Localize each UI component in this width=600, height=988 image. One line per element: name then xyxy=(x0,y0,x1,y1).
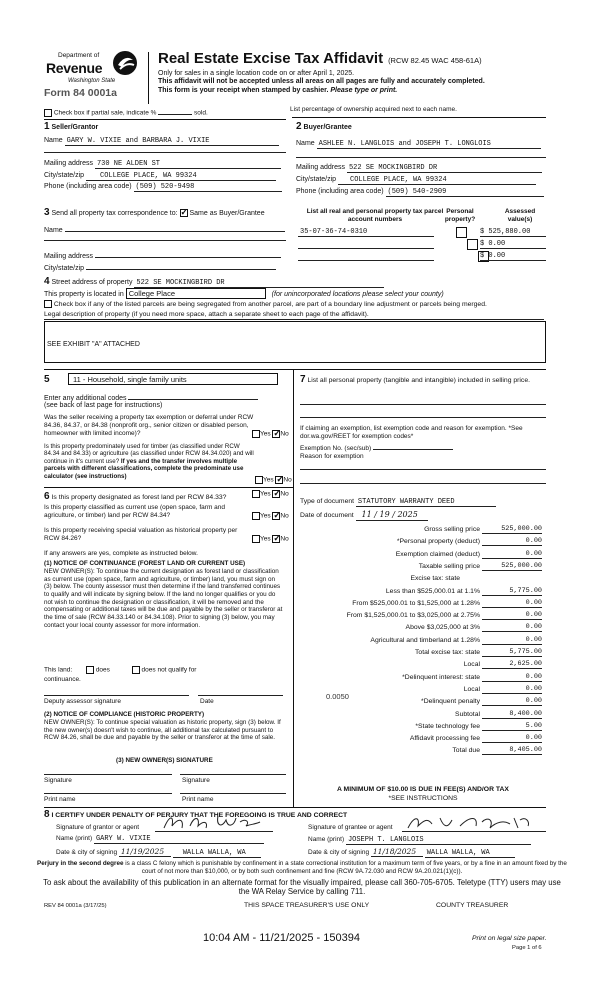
new-owner-signature-head: (3) NEW OWNER(S) SIGNATURE xyxy=(116,757,213,764)
grantee-name-field[interactable]: JOSEPH T. LANGLOIS xyxy=(346,836,531,845)
additional-codes-label: Enter any additional codes xyxy=(44,395,127,402)
deputy-signature-line[interactable] xyxy=(44,695,189,696)
parcel-number-field[interactable]: 35-07-36-74-0310 xyxy=(298,228,434,237)
tax-row-value[interactable]: 5,775.00 xyxy=(509,586,542,595)
grantor-city-field[interactable]: WALLA WALLA, WA xyxy=(173,849,261,858)
q-forest-no[interactable] xyxy=(272,490,280,498)
doc-date-field[interactable]: 11 / 19 / 2025 xyxy=(356,510,428,521)
tax-row xyxy=(298,550,570,562)
q-timber xyxy=(44,443,254,480)
no-label: No xyxy=(280,535,289,543)
seller-city-row xyxy=(44,172,286,181)
buyer-mailing-field[interactable]: 522 SE MOCKINGBIRD DR xyxy=(347,164,542,173)
tax-row-value[interactable]: 0.00 xyxy=(525,623,542,632)
legal-description-text: SEE EXHIBIT "A" ATTACHED xyxy=(47,341,140,348)
same-as-buyer-checkbox[interactable] xyxy=(180,209,188,217)
tax-row xyxy=(298,660,570,672)
section3-city-field[interactable] xyxy=(86,263,276,270)
owner2-print-line[interactable] xyxy=(180,793,286,794)
perjury-bold: Perjury in the second degree xyxy=(37,860,124,867)
tax-row-label: Exemption claimed (deduct) xyxy=(395,550,480,558)
q-forest-answer xyxy=(252,490,289,499)
section-number: 6 xyxy=(44,491,50,502)
street-address-field[interactable]: 522 SE MOCKINGBIRD DR xyxy=(134,279,384,288)
tax-row xyxy=(298,722,570,734)
no-label: No xyxy=(280,490,289,498)
q-timber-answer xyxy=(255,476,292,485)
q-exemption-no[interactable] xyxy=(272,430,280,438)
does-label: does xyxy=(95,666,110,674)
form-number: Form 84 0001a xyxy=(44,87,117,99)
ownership-note: List percentage of ownership acquired next to each name. xyxy=(290,106,457,113)
tax-row-label: From $525,000.01 to $1,525,000 at 1.28% xyxy=(352,599,480,607)
q-historic-yes[interactable] xyxy=(252,535,260,543)
tax-row-label: Affidavit processing fee xyxy=(409,735,480,743)
owner1-signature-label: Signature xyxy=(44,777,72,784)
partial-sale-checkbox[interactable] xyxy=(44,109,52,117)
state-name: Washington State xyxy=(68,78,116,84)
personal-property-checkbox[interactable] xyxy=(467,239,478,250)
exemption-no-label: Exemption No. (sec/sub) xyxy=(300,445,372,452)
notice-compliance-head: (2) NOTICE OF COMPLIANCE (HISTORIC PROPERTY) xyxy=(44,711,205,718)
tax-row-value[interactable]: 0.00 xyxy=(525,697,542,706)
tax-row-value[interactable]: 5.00 xyxy=(525,721,542,730)
reason-label: Reason for exemption xyxy=(300,453,364,460)
q-historic: Is this property receiving special valuation as historical property per RCW 84.26? xyxy=(44,527,238,542)
deputy-date-line[interactable] xyxy=(198,695,283,696)
tax-row xyxy=(298,587,570,599)
tax-row xyxy=(298,525,570,537)
land-does-not-checkbox[interactable] xyxy=(132,666,140,674)
doc-type-field[interactable]: STATUTORY WARRANTY DEED xyxy=(356,498,496,507)
seller-phone-field[interactable]: (509) 520-9498 xyxy=(134,183,282,192)
exemption-no-field[interactable] xyxy=(373,444,453,450)
q-forest-text: Is this property designated as forest land per RCW 84.33? xyxy=(51,494,227,501)
buyer-city-row xyxy=(296,176,546,185)
section-number: 4 xyxy=(44,276,50,287)
header-line-1: Only for sales in a single location code on or after April 1, 2025. xyxy=(158,70,355,77)
continuance-label: continuance. xyxy=(44,676,81,683)
tax-row xyxy=(298,537,570,549)
header-line-3-italic: Please type or print. xyxy=(330,86,398,94)
dept-name: Revenue xyxy=(46,60,103,76)
assessed-value-field[interactable]: $ 0.00 xyxy=(480,240,546,249)
q-historic-no[interactable] xyxy=(272,535,280,543)
personal-property-line-1[interactable] xyxy=(300,404,546,405)
section-number: 8 xyxy=(44,809,50,820)
section-number: 1 xyxy=(44,121,50,132)
tax-row-label: Total due xyxy=(452,747,480,755)
tax-row-label: Agricultural and timberland at 1.28% xyxy=(370,636,480,644)
tax-row-label: *State technology fee xyxy=(415,722,480,730)
section-number: 3 xyxy=(44,207,50,218)
tax-row-value[interactable]: 2,625.00 xyxy=(509,660,542,669)
q-exemption-answer xyxy=(252,430,289,439)
owner2-print-label: Print name xyxy=(182,796,214,803)
this-land-row xyxy=(44,666,196,675)
seller-heading xyxy=(44,121,98,133)
seller-mailing-label: Mailing address xyxy=(44,160,94,167)
tax-row xyxy=(298,623,570,635)
grantor-signature-image xyxy=(160,812,270,837)
seller-city-label: City/state/zip xyxy=(44,172,85,179)
buyer-mailing-label: Mailing address xyxy=(296,164,346,171)
personal-property-line-2[interactable] xyxy=(300,417,546,418)
exemption-text: If claiming an exemption, list exemption code and reason for exemption. *See dor.wa.gov/REET for exemption codes* xyxy=(300,425,523,440)
doc-date-row xyxy=(300,510,428,521)
rule xyxy=(44,119,286,120)
grantor-date-field[interactable]: 11/19/2025 xyxy=(119,847,171,857)
tax-row-value[interactable]: 8,405.00 xyxy=(509,746,542,755)
deputy-signature-label: Deputy assessor signature xyxy=(44,698,121,705)
tax-row xyxy=(298,673,570,685)
seller-name-field[interactable]: GARY W. VIXIE and BARBARA J. VIXIE xyxy=(65,137,279,146)
revision-number: REV 84 0001a (3/17/25) xyxy=(44,903,107,909)
tax-row-value[interactable]: 525,000.00 xyxy=(501,525,542,533)
seller-phone-label: Phone (including area code) xyxy=(44,183,132,190)
owner1-print-line[interactable] xyxy=(44,793,172,794)
partial-sale-label: Check box if partial sale, indicate % xyxy=(53,109,157,117)
this-land-label: This land: xyxy=(44,666,73,674)
tax-row-label: Local xyxy=(463,661,480,669)
section4-street-row xyxy=(44,276,384,288)
section3-name-row xyxy=(44,225,286,235)
seller-mailing-row xyxy=(44,160,286,169)
seller-name-label: Name xyxy=(44,137,63,144)
seller-heading-label: Seller/Grantor xyxy=(51,124,99,131)
section-number: 2 xyxy=(296,121,302,132)
land-does-checkbox[interactable] xyxy=(86,666,94,674)
section3-city-label: City/state/zip xyxy=(44,265,85,272)
tax-row-value[interactable]: 0.00 xyxy=(525,598,542,607)
yes-label: Yes xyxy=(260,430,271,438)
tax-row xyxy=(298,710,570,722)
q-current-use-yes[interactable] xyxy=(252,512,260,520)
tax-row xyxy=(298,574,570,586)
seller-name-row xyxy=(44,137,286,146)
tax-row-label: Taxable selling price xyxy=(418,562,480,570)
see-instructions: *SEE INSTRUCTIONS xyxy=(388,795,458,802)
owner2-signature-label: Signature xyxy=(182,777,210,784)
buyer-phone-field[interactable]: (509) 540-2909 xyxy=(386,188,544,197)
buyer-phone-label: Phone (including area code) xyxy=(296,188,384,195)
seller-phone-row xyxy=(44,183,286,192)
exemption-no-row xyxy=(300,444,453,453)
tax-row xyxy=(298,636,570,648)
yes-label: Yes xyxy=(260,512,271,520)
accessibility-note: To ask about the availability of this publication in an alternate format for the visually impaired, please call 360-705-6705. Teletype (TTY) users may use the WA Relay Service by calling 711. xyxy=(43,878,561,896)
grantor-name-label: Name (print) xyxy=(56,835,93,842)
q-current-use-answer xyxy=(252,512,289,521)
tax-row-label: From $1,525,000.01 to $3,025,000 at 2.75% xyxy=(346,612,480,620)
tax-row xyxy=(298,599,570,611)
tax-row-value[interactable]: 0.00 xyxy=(525,537,542,546)
assessed-value-field[interactable]: $ 0.00 xyxy=(480,252,546,261)
column-divider xyxy=(293,370,294,807)
segregated-label: Check box if any of the listed parcels are being segregated from another parcel, are part of a boundary line adjustment or parcels being merged. xyxy=(53,300,487,308)
q-current-use: Is this property classified as current use (open space, farm and agriculture, or timber) land per RCW 84.34? xyxy=(44,504,226,519)
dept-line: Department of xyxy=(58,52,100,59)
q-timber-bold: If yes and the transfer involves multiple parcels with different classifications, complete the predominate use calculator (see instructions) xyxy=(44,457,244,480)
owner1-print-label: Print name xyxy=(44,796,76,803)
q-historic-answer xyxy=(252,535,289,544)
q-forest-yes[interactable] xyxy=(252,490,260,498)
rule xyxy=(44,369,546,370)
q-current-use-no[interactable] xyxy=(272,512,280,520)
tax-row-label: Local xyxy=(463,685,480,693)
cashier-stamp: 10:04 AM - 11/21/2025 - 150394 xyxy=(203,932,360,944)
buyer-heading-label: Buyer/Grantee xyxy=(303,124,352,131)
notice-continuance-text: NEW OWNER(S): To continue the current designation as forest land or classification as current use (open space, farm and agriculture, or timber) land, you must sign on (3) below. The county assessor must then determine if the land transferred continues to qualify and will indicate by signing below. If the land no longer qualifies or you do not wish to continue the designation or classification, it will be removed and the compensating or additional taxes will be due and payable by the seller or transferor at the time of sale (RCW 84.33.140 or 84.34.108). Prior to signing (3) below, you may contact your local county assessor for more information. xyxy=(44,568,283,629)
buyer-name-line-2[interactable] xyxy=(296,157,546,158)
q-timber-yes[interactable] xyxy=(255,476,263,484)
legal-paper-note: Print on legal size paper. xyxy=(472,935,547,942)
if-yes-note: If any answers are yes, complete as instructed below. xyxy=(44,550,198,557)
q-exemption: Was the seller receiving a property tax exemption or deferral under RCW 84.36, 84.37, or 84.38 (nonprofit org., senior citizen or disabled person, homeowner with limited income)? xyxy=(44,414,254,437)
perjury-text: is a class C felony which is punishable by confinement in a state correctional institution for a maximum term of five years, or by a fine in an amount fixed by the court of not more than $10,000, or by both such confinement and fine (RCW 9A.72.030 and RCW 9A.20.021(1)(c)). xyxy=(125,860,567,875)
seller-city-field[interactable]: COLLEGE PLACE, WA 99324 xyxy=(86,172,276,181)
seller-mailing-field[interactable]: 730 NE ALDEN ST xyxy=(95,160,281,169)
tax-row-label: *Delinquent penalty xyxy=(421,698,480,706)
doc-type-label: Type of document xyxy=(300,498,355,505)
grantee-date-label: Date & city of signing xyxy=(308,849,370,856)
tax-row-label: *Personal property (deduct) xyxy=(396,538,480,546)
tax-row-value[interactable]: 0.00 xyxy=(525,734,542,743)
tax-row-label: Total excise tax: state xyxy=(415,649,480,656)
notice-compliance-text: NEW OWNER(S): To continue special valuation as historic property, sign (3) below. If the new owner(s) doesn't wish to continue, all additional tax calculated pursuant to RCW 84.26, shall be due and payable by the seller or transferor at the time of sale. xyxy=(44,719,281,742)
minimum-note: A MINIMUM OF $10.00 IS DUE IN FEE(S) AND/OR TAX xyxy=(337,786,509,793)
street-label: Street address of property xyxy=(51,279,133,286)
owner1-signature-line[interactable] xyxy=(44,774,172,775)
section7-heading xyxy=(300,374,546,386)
tax-row xyxy=(298,562,570,574)
tax-row-label: Less than $525,000.01 at 1.1% xyxy=(385,587,480,595)
reason-line-2[interactable] xyxy=(300,483,546,484)
grantor-sig-label: Signature of grantor or agent xyxy=(56,824,140,831)
grantee-city-field[interactable]: WALLA WALLA, WA xyxy=(425,849,515,858)
revenue-emblem-icon xyxy=(112,50,138,79)
legal-label: Legal description of property (if you need more space, attach a separate sheet to each page of the affidavit). xyxy=(44,311,544,320)
no-label: No xyxy=(280,512,289,520)
section3-city-row xyxy=(44,263,286,273)
tax-row-value[interactable]: 0.00 xyxy=(525,672,542,681)
section3-heading xyxy=(44,207,265,219)
additional-codes-field[interactable] xyxy=(128,393,258,400)
buyer-city-label: City/state/zip xyxy=(296,176,337,183)
tax-row-value[interactable]: 0.00 xyxy=(525,611,542,620)
grantee-signature-image xyxy=(400,812,540,837)
q-timber-no[interactable] xyxy=(275,476,283,484)
yes-label: Yes xyxy=(260,535,271,543)
use-code-select[interactable]: 11 - Household, single family units xyxy=(68,373,278,385)
county-treasurer-label: COUNTY TREASURER xyxy=(436,902,509,909)
buyer-phone-row xyxy=(296,188,546,197)
tax-row-value[interactable]: 0.00 xyxy=(525,684,542,693)
segregated-checkbox[interactable] xyxy=(44,300,52,308)
yes-label: Yes xyxy=(260,490,271,498)
owner2-signature-line[interactable] xyxy=(180,774,286,775)
assessed-col-header: Assessed value(s) xyxy=(504,208,536,223)
tax-row xyxy=(298,734,570,746)
section3-mailing-label: Mailing address xyxy=(44,253,94,260)
rule xyxy=(44,487,294,488)
buyer-name-row xyxy=(296,140,546,149)
tax-row-value[interactable]: 8,400.00 xyxy=(509,709,542,718)
section-number: 5 xyxy=(44,374,50,385)
tax-row xyxy=(298,746,570,758)
parcel-number-field[interactable] xyxy=(298,240,434,249)
no-label: No xyxy=(283,476,292,484)
buyer-mailing-row xyxy=(296,164,546,173)
grantee-name-row xyxy=(308,836,531,845)
seller-name-line-2[interactable] xyxy=(44,152,286,153)
no-label: No xyxy=(280,430,289,438)
tax-row-label: Above $3,025,000 at 3% xyxy=(405,624,480,632)
page-title: Real Estate Excise Tax Affidavit xyxy=(158,50,384,67)
perjury-notice xyxy=(36,860,568,876)
section3-name-label: Name xyxy=(44,227,63,234)
location-select[interactable]: College Place xyxy=(126,288,266,299)
grantor-name-field[interactable]: GARY W. VIXIE xyxy=(94,835,264,844)
grantee-date-row xyxy=(308,847,515,858)
grantee-sig-label: Signature of grantee or agent xyxy=(308,824,393,831)
header-block xyxy=(158,50,578,95)
doc-type-row xyxy=(300,498,496,507)
tax-row-label: Gross selling price xyxy=(424,526,480,533)
buyer-heading xyxy=(296,121,352,133)
tax-row-value[interactable]: 525,000.00 xyxy=(501,561,542,570)
grantee-date-field[interactable]: 11/18/2025 xyxy=(371,847,423,857)
partial-sale-percent-input[interactable] xyxy=(158,114,192,115)
statute-ref: (RCW 82.45 WAC 458-61A) xyxy=(388,56,482,65)
located-note: (for unincorporated locations please select your county) xyxy=(271,291,444,298)
section3-label: Send all property tax correspondence to: xyxy=(51,210,178,217)
does-not-label: does not qualify for xyxy=(141,666,197,674)
q-forest xyxy=(44,491,254,503)
section3-name-field[interactable] xyxy=(65,225,285,232)
personal-col-header: Personal property? xyxy=(444,208,476,223)
additional-codes-note: (see back of last page for instructions) xyxy=(44,402,163,409)
grantor-date-row xyxy=(56,847,261,858)
tax-row-label: Subtotal xyxy=(455,710,480,718)
treasurer-use-label: THIS SPACE TREASURER'S USE ONLY xyxy=(244,902,370,909)
buyer-city-field[interactable]: COLLEGE PLACE, WA 99324 xyxy=(338,176,536,185)
legal-description-box[interactable] xyxy=(44,321,546,363)
tax-row-value[interactable]: 5,775.00 xyxy=(509,648,542,656)
buyer-name-field[interactable]: ASHLEE N. LANGLOIS and JOSEPH T. LONGLOIS xyxy=(317,140,541,149)
buyer-name-label: Name xyxy=(296,140,315,147)
partial-sale-sold-label: sold. xyxy=(194,109,208,117)
grantor-date-label: Date & city of signing xyxy=(56,849,118,856)
rule xyxy=(44,807,546,808)
parcel-number-field[interactable] xyxy=(298,252,434,261)
located-row xyxy=(44,288,444,299)
rule xyxy=(292,117,546,118)
partial-sale-row xyxy=(44,109,208,118)
page-number: Page 1 of 6 xyxy=(512,945,542,951)
assessed-value-field[interactable]: $ 525,880.00 xyxy=(480,228,546,237)
notice-continuance-head: (1) NOTICE OF CONTINUANCE (FOREST LAND OR CURRENT USE) xyxy=(44,560,246,567)
certify-text: I CERTIFY UNDER PENALTY OF PERJURY THAT THE FOREGOING IS TRUE AND CORRECT xyxy=(51,812,348,819)
section3-line[interactable] xyxy=(44,240,286,241)
tax-row xyxy=(298,648,570,660)
section-number: 7 xyxy=(300,374,306,385)
section3-mailing-row xyxy=(44,251,286,261)
tax-row-label: Excise tax: state xyxy=(410,575,460,583)
q-exemption-yes[interactable] xyxy=(252,430,260,438)
local-rate: 0.0050 xyxy=(326,692,349,701)
header-divider xyxy=(148,52,149,104)
tax-row-label: *Delinquent interest: state xyxy=(402,673,480,681)
yes-label: Yes xyxy=(263,476,274,484)
located-label: This property is located in xyxy=(44,291,124,298)
same-as-buyer-label: Same as Buyer/Grantee xyxy=(189,210,265,217)
tax-row xyxy=(298,611,570,623)
grantor-name-row xyxy=(56,835,264,844)
section3-mailing-field[interactable] xyxy=(95,251,281,258)
segregated-row xyxy=(44,300,487,309)
reason-line-1[interactable] xyxy=(300,469,546,470)
header-line-2: This affidavit will not be accepted unless all areas on all pages are fully and accurately completed. xyxy=(158,78,485,86)
section7-label: List all personal property (tangible and intangible) included in selling price. xyxy=(307,377,530,384)
personal-property-checkbox[interactable] xyxy=(456,227,467,238)
deputy-date-label: Date xyxy=(200,698,214,705)
parcel-col-header: List all real and personal property tax parcel account numbers xyxy=(306,208,444,223)
doc-date-label: Date of document xyxy=(300,512,354,519)
tax-row-value[interactable]: 0.00 xyxy=(525,635,542,644)
grantee-name-label: Name (print) xyxy=(308,836,345,843)
header-line-3: This form is your receipt when stamped by cashier. xyxy=(158,86,329,94)
tax-row-value[interactable]: 0.00 xyxy=(525,549,542,558)
q-timber-text: Is this property predominately used for timber (as classified under RCW 84.34 and 84.33) or agriculture (as classified under RCW 84.34.020) and will continue in it's current use? xyxy=(44,443,254,465)
